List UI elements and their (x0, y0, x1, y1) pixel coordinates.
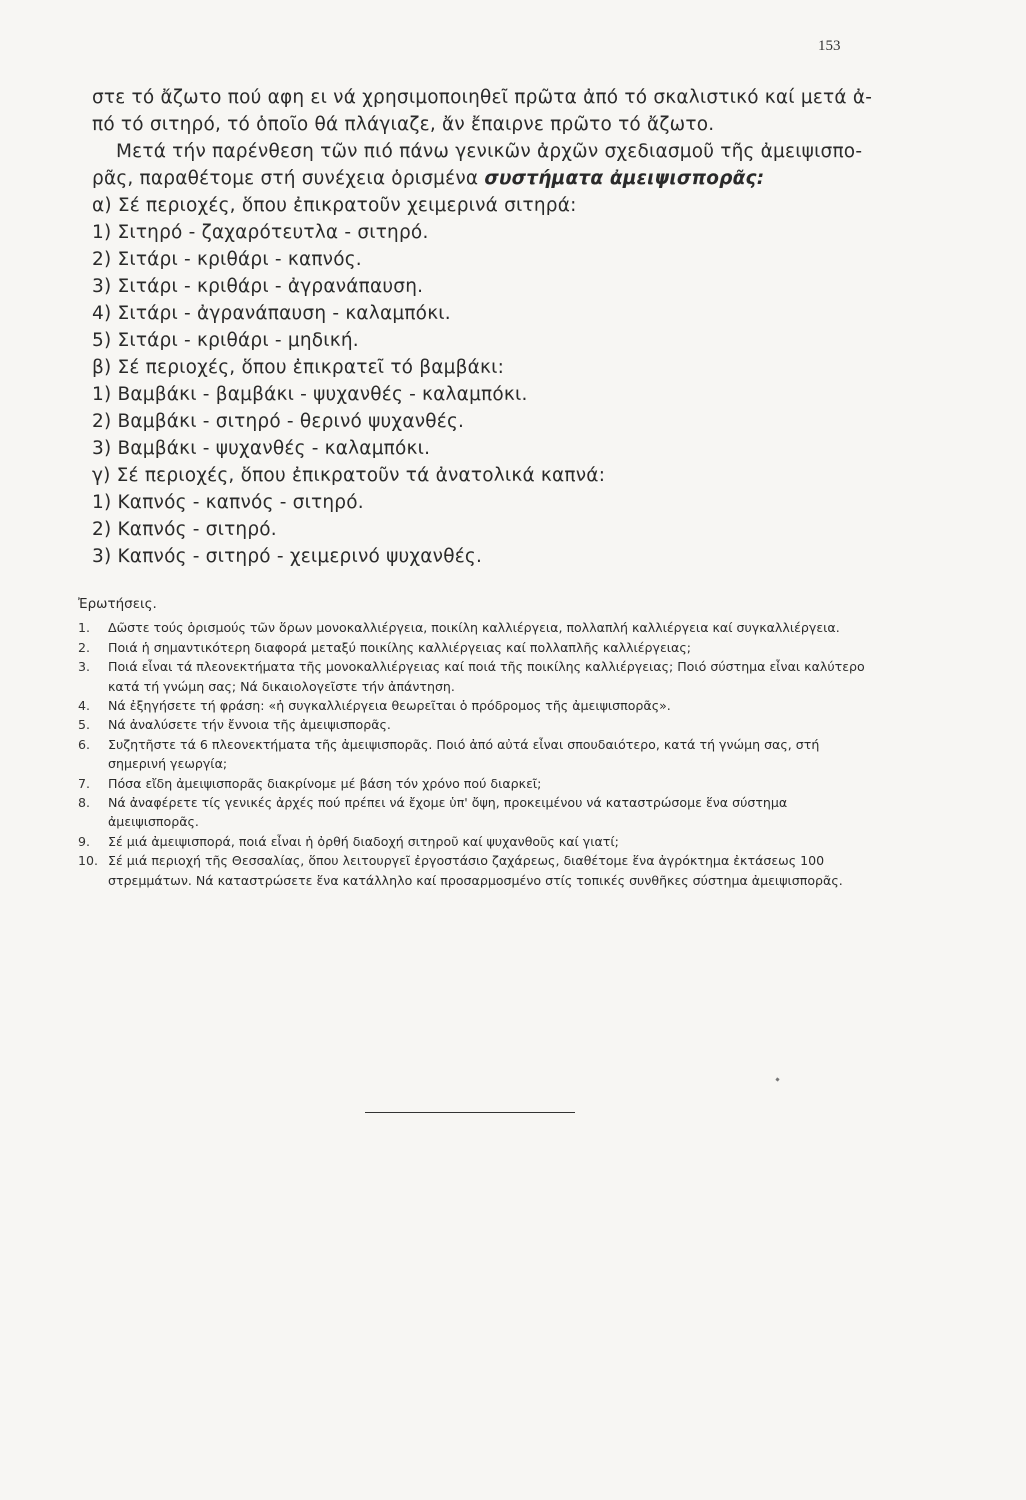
question-item (78, 638, 878, 657)
question-text: Ποιά ἡ σημαντικότερη διαφορά μεταξύ ποικίλης καλλιέργειας καί πολλαπλῆς καλλιέργειας; (108, 639, 691, 655)
questions-list (78, 618, 878, 890)
rotation-paragraph-prefix: ρᾶς, παραθέτομε στή συνέχεια ὁρισμένα (92, 168, 485, 189)
question-number: 8. (78, 795, 91, 811)
rotation-item: 2) Καπνός - σιτηρό. (92, 519, 277, 540)
question-number: 4. (78, 698, 91, 714)
page-number: 153 (818, 38, 841, 54)
question-item (78, 715, 878, 734)
question-text: Ποιά εἶναι τά πλεονεκτήματα τῆς μονοκαλλιέργειας καί ποιά τῆς ποικίλης καλλιέργειας; Ποιό σύστημα εἶναι καλύτερο κατά τή γνώμη σας; Νά δικαιολογεῖστε τήν ἀπάντηση. (108, 659, 865, 694)
rotation-paragraph-line-1: Μετά τήν παρένθεση τῶν πιό πάνω γενικῶν ἀρχῶν σχεδιασμοῦ τῆς ἀμειψισπο- (116, 141, 863, 162)
rotation-item: 2) Σιτάρι - κριθάρι - καπνός. (92, 249, 362, 270)
rotation-item: 2) Βαμβάκι - σιτηρό - θερινό ψυχανθές. (92, 411, 465, 432)
question-item (78, 774, 878, 793)
question-text: Δῶστε τούς ὁρισμούς τῶν ὅρων μονοκαλλιέργεια, ποικίλη καλλιέργεια, πολλαπλή καλλιέργεια καί συγκαλλιέργεια. (108, 620, 840, 636)
intro-paragraph-line-2: πό τό σιτηρό, τό ὁποῖο θά πλάγιαζε, ἄν ἔπαιρνε πρῶτο τό ἄζωτο. (92, 114, 715, 135)
question-item (78, 832, 878, 851)
rotation-item: 1) Καπνός - καπνός - σιτηρό. (92, 492, 364, 513)
question-number: 6. (78, 736, 91, 752)
rotation-item: 1) Σιτηρό - ζαχαρότευτλα - σιτηρό. (92, 222, 429, 243)
question-text: Σέ μιά ἀμειψισπορά, ποιά εἶναι ἡ ὀρθή διαδοχή σιτηροῦ καί ψυχανθοῦς καί γιατί; (108, 833, 619, 849)
question-number: 7. (78, 775, 91, 791)
question-number: 10. (78, 853, 99, 869)
rotation-group-b (92, 354, 882, 462)
question-text: Πόσα εἴδη ἀμειψισπορᾶς διακρίνομε μέ βάση τόν χρόνο πού διαρκεῖ; (108, 775, 542, 791)
rotation-group-a (92, 192, 882, 354)
group-heading: α) Σέ περιοχές, ὅπου ἐπικρατοῦν χειμερινά σιτηρά: (92, 195, 577, 216)
question-item (78, 696, 878, 715)
rotation-item: 4) Σιτάρι - ἀγρανάπαυση - καλαμπόκι. (92, 303, 451, 324)
group-heading: β) Σέ περιοχές, ὅπου ἐπικρατεῖ τό βαμβάκι: (92, 357, 505, 378)
intro-paragraph-line-1: στε τό ἄζωτο πού αφη ει νά χρησιμοποιηθεῖ πρῶτα ἀπό τό σκαλιστικό καί μετά ἀ- (92, 87, 873, 108)
end-of-chapter-rule (365, 1112, 575, 1113)
rotation-item: 3) Καπνός - σιτηρό - χειμερινό ψυχανθές. (92, 546, 483, 567)
questions-section (78, 595, 878, 890)
body-text (92, 84, 882, 570)
rotation-systems-term: συστήματα ἀμειψισπορᾶς: (484, 168, 765, 189)
rotation-item: 3) Βαμβάκι - ψυχανθές - καλαμπόκι. (92, 438, 431, 459)
rotation-item: 5) Σιτάρι - κριθάρι - μηδική. (92, 330, 359, 351)
question-text: Νά ἀναλύσετε τήν ἔννοια τῆς ἀμειψισπορᾶς. (108, 717, 391, 733)
question-number: 3. (78, 659, 91, 675)
rotation-group-c (92, 462, 882, 570)
question-item (78, 618, 878, 637)
question-number: 9. (78, 833, 91, 849)
questions-title: Ἐρωτήσεις. (78, 596, 157, 612)
question-item (78, 793, 878, 832)
question-text: Σέ μιά περιοχή τῆς Θεσσαλίας, ὅπου λειτουργεῖ ἐργοστάσιο ζαχάρεως, διαθέτομε ἕνα ἀγρόκτημα ἐκτάσεως 100 στρεμμάτων. Νά καταστρώσετε ἕνα κατάλληλο καί προσαρμοσμένο στίς τοπικές συνθῆκες σύστημα ἀμειψισπορᾶς. (108, 853, 843, 888)
question-number: 1. (78, 620, 91, 636)
rotation-item: 3) Σιτάρι - κριθάρι - ἀγρανάπαυση. (92, 276, 424, 297)
question-number: 2. (78, 639, 91, 655)
rotation-paragraph-line-2 (92, 165, 882, 192)
question-item (78, 735, 878, 774)
question-text: Νά ἐξηγήσετε τή φράση: «ἡ συγκαλλιέργεια θεωρεῖται ὁ πρόδρομος τῆς ἀμειψισπορᾶς». (108, 698, 671, 714)
group-heading: γ) Σέ περιοχές, ὅπου ἐπικρατοῦν τά ἀνατολικά καπνά: (92, 465, 606, 486)
question-item (78, 657, 878, 696)
question-text: Νά ἀναφέρετε τίς γενικές ἀρχές πού πρέπει νά ἔχομε ὑπ' ὄψη, προκειμένου νά καταστρώσομε ἕνα σύστημα ἀμειψισπορᾶς. (108, 795, 788, 830)
question-text: Συζητῆστε τά 6 πλεονεκτήματα τῆς ἀμειψισπορᾶς. Ποιό ἀπό αὐτά εἶναι σπουδαιότερο, κατά τή γνώμη σας, στή σημερινή γεωργία; (108, 736, 820, 772)
rotation-item: 1) Βαμβάκι - βαμβάκι - ψυχανθές - καλαμπόκι. (92, 384, 528, 405)
question-number: 5. (78, 717, 91, 733)
question-item (78, 851, 878, 890)
stray-ink-mark (775, 1077, 779, 1081)
